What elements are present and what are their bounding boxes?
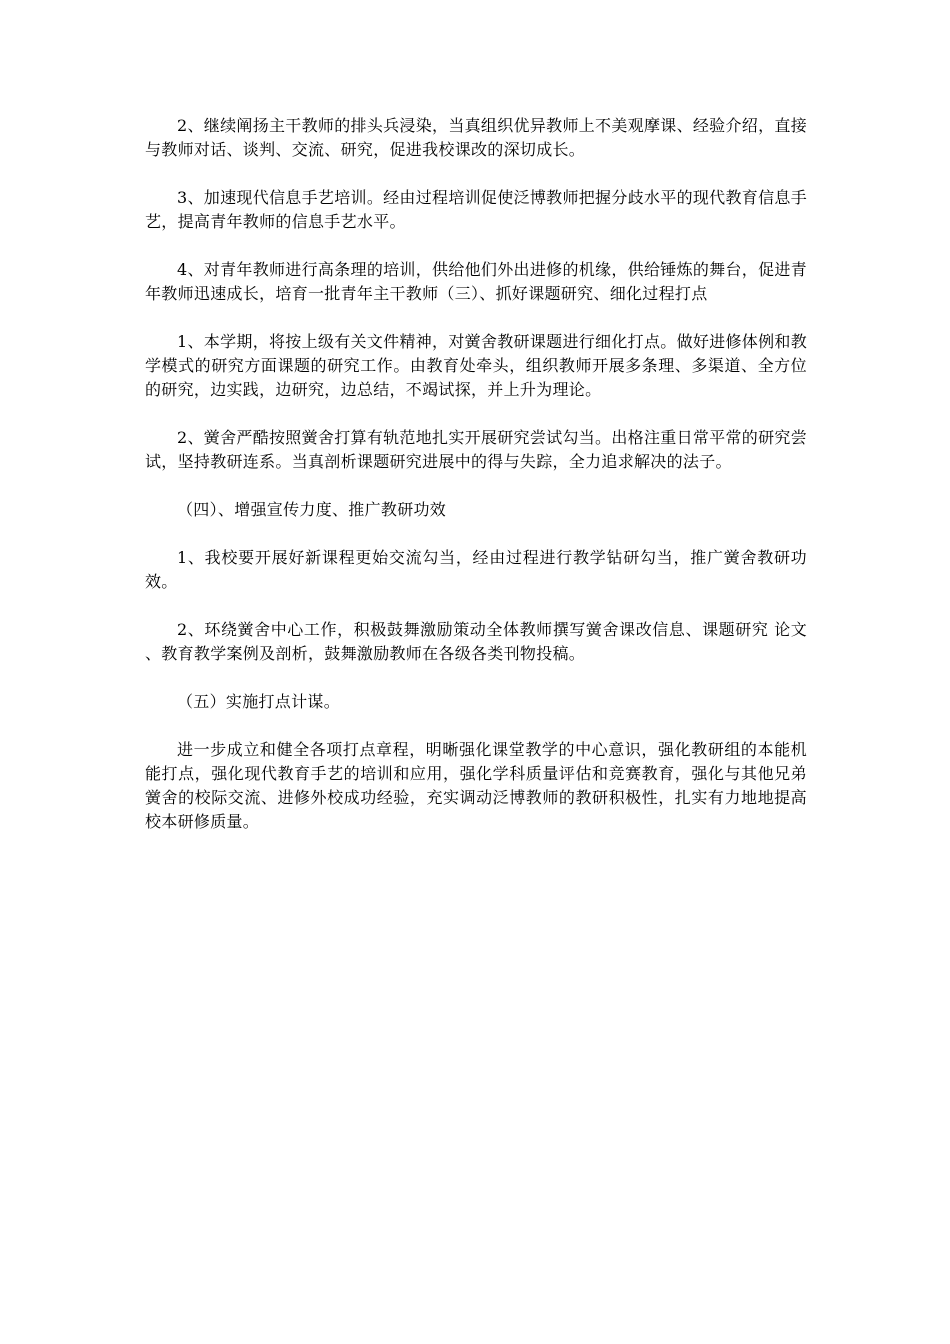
document-body <box>145 114 807 858</box>
paragraph-item-4: 4、对青年教师进行高条理的培训，供给他们外出进修的机缘，供给锤炼的舞台，促进青年教师迅速成长，培育一批青年主干教师（三）、抓好课题研究、细化过程打点 <box>145 260 807 303</box>
paragraph-research-1: 1、本学期，将按上级有关文件精神，对黉舍教研课题进行细化打点。做好进修体例和教学模式的研究方面课题的研究工作。由教育处牵头，组织教师开展多条理、多渠道、全方位的研究，边实践，边研究，边总结，不竭试探，并上升为理论。 <box>145 332 807 399</box>
section-heading-4: （四）、增强宣传力度、推广教研功效 <box>177 500 447 519</box>
paragraph-item-3: 3、加速现代信息手艺培训。经由过程培训促使泛博教师把握分歧水平的现代教育信息手艺，提高青年教师的信息手艺水平。 <box>145 188 807 231</box>
paragraph-management: 进一步成立和健全各项打点章程，明晰强化课堂教学的中心意识，强化教研组的本能机能打点，强化现代教育手艺的培训和应用，强化学科质量评估和竞赛教育，强化与其他兄弟黉舍的校际交流、进修外校成功经验，充实调动泛博教师的教研积极性，扎实有力地地提高校本研修质量。 <box>145 740 807 831</box>
section-heading-5: （五）实施打点计谋。 <box>177 692 341 711</box>
paragraph-research-2: 2、黉舍严酷按照黉舍打算有轨范地扎实开展研究尝试勾当。出格注重日常平常的研究尝试，坚持教研连系。当真剖析课题研究进展中的得与失踪，全力追求解决的法子。 <box>145 428 807 471</box>
paragraph-item-2: 2、继续阐扬主干教师的排头兵浸染，当真组织优异教师上不美观摩课、经验介绍，直接与教师对话、谈判、交流、研究，促进我校课改的深切成长。 <box>145 116 807 159</box>
paragraph-promotion-2: 2、环绕黉舍中心工作，积极鼓舞激励策动全体教师撰写黉舍课改信息、课题研究 论文 、教育教学案例及剖析，鼓舞激励教师在各级各类刊物投稿。 <box>145 620 807 663</box>
paragraph-promotion-1: 1、我校要开展好新课程更始交流勾当，经由过程进行教学钻研勾当，推广黉舍教研功效。 <box>145 548 807 591</box>
